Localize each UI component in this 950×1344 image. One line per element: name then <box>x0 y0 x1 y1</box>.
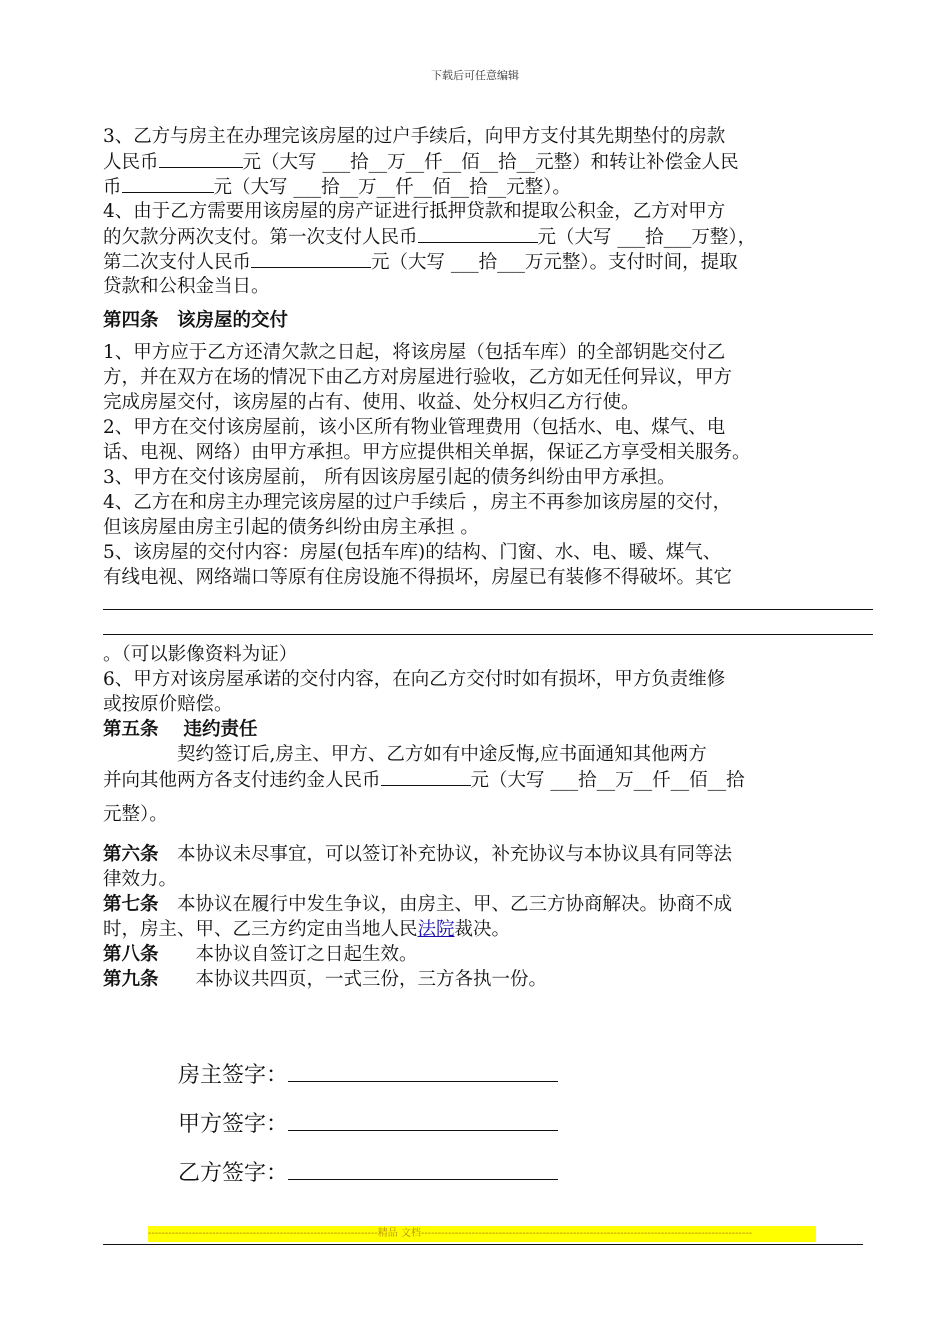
s7-line1: 第七条 本协议在履行中发生争议，由房主、甲、乙三方协商解决。协商不成 <box>103 894 733 915</box>
s3-p4-line4: 贷款和公积金当日。 <box>103 276 270 297</box>
s4-after-line: 或按原价赔偿。 <box>103 694 233 715</box>
blank-field[interactable] <box>418 224 538 243</box>
blank-field[interactable] <box>122 174 214 193</box>
s4-line: 完成房屋交付，该房屋的占有、使用、收益、处分权归乙方行使。 <box>103 392 640 413</box>
s7-label: 第七条 <box>103 894 159 915</box>
signature-owner: 房主签字： <box>178 1058 558 1089</box>
signature-line[interactable] <box>288 1157 558 1180</box>
s3-p3-line1: 3、乙方与房主在办理完该房屋的过户手续后，向甲方支付其先期垫付的房款 <box>103 126 726 147</box>
footer-banner: --------------------------------------------------------------------精品 文档-------------------------------------------------------------------------------------------------- <box>148 1226 816 1242</box>
s5-line3: 元整）。 <box>103 804 168 825</box>
s4-line: 5、该房屋的交付内容：房屋(包括车库)的结构、门窗、水、电、暖、煤气、 <box>103 542 722 563</box>
s4-line: 方，并在双方在场的情况下由乙方对房屋进行验收，乙方如无任何异议，甲方 <box>103 367 733 388</box>
s3-p3-line2: 人民币 元（大写 ___拾__万__仟__佰__拾__元整）和转让补偿金人民 <box>103 149 873 174</box>
signature-party-a: 甲方签字： <box>178 1107 558 1138</box>
blank-field[interactable] <box>251 249 371 268</box>
s3-p4-line3: 第二次支付人民币 元（大写 ___拾___万元整）。支付时间，提取 <box>103 249 873 274</box>
s4-line: 1、甲方应于乙方还清欠款之日起，将该房屋（包括车库）的全部钥匙交付乙 <box>103 342 726 363</box>
section-4-title: 第四条 该房屋的交付 <box>103 310 289 331</box>
footer-rule <box>103 1244 863 1245</box>
s6-line1: 第六条 本协议未尽事宜，可以签订补充协议，补充协议与本协议具有同等法 <box>103 844 733 865</box>
blank-field[interactable] <box>159 149 243 168</box>
s8-line: 第八条 本协议自签订之日起生效。 <box>103 944 418 965</box>
s7-line2: 时，房主、甲、乙三方约定由当地人民法院裁决。 <box>103 919 511 940</box>
s6-label: 第六条 <box>103 844 159 865</box>
signature-party-b: 乙方签字： <box>178 1156 558 1187</box>
section-5-title: 第五条 违约责任 <box>103 719 258 740</box>
blank-field[interactable] <box>381 767 471 786</box>
s4-line: 有线电视、网络端口等原有住房设施不得损坏，房屋已有装修不得破坏。其它 <box>103 567 733 588</box>
s4-after-line: 。（可以影像资料为证） <box>103 644 298 665</box>
document-body <box>103 124 873 992</box>
s6-line2: 律效力。 <box>103 869 178 890</box>
signature-line[interactable] <box>288 1108 558 1131</box>
court-link[interactable]: 法院 <box>417 919 455 940</box>
s9-line: 第九条 本协议共四页，一式三份，三方各执一份。 <box>103 969 548 990</box>
s4-line: 3、甲方在交付该房屋前， 所有因该房屋引起的债务纠纷由甲方承担。 <box>103 467 676 488</box>
s3-p4-line2: 的欠款分两次支付。第一次支付人民币 元（大写 ___拾___万整）， <box>103 224 873 249</box>
s4-line: 2、甲方在交付该房屋前，该小区所有物业管理费用（包括水、电、煤气、电 <box>103 417 726 438</box>
s4-after-line: 6、甲方对该房屋承诺的交付内容，在向乙方交付时如有损坏，甲方负责维修 <box>103 669 726 690</box>
s4-line: 4、乙方在和房主办理完该房屋的过户手续后 ，房主不再参加该房屋的交付， <box>103 492 732 513</box>
s4-line: 话、电视、网络）由甲方承担。甲方应提供相关单据，保证乙方享受相关服务。 <box>103 442 751 463</box>
header-note: 下载后可任意编辑 <box>431 69 519 82</box>
signature-line[interactable] <box>288 1059 558 1082</box>
s9-label: 第九条 <box>103 969 159 990</box>
s3-p3-line3: 币 元（大写 ___拾__万__仟__佰__拾__元整）。 <box>103 174 873 199</box>
s5-line2: 并向其他两方各支付违约金人民币 元（大写 ___拾__万__仟__佰__拾 <box>103 767 873 792</box>
s8-label: 第八条 <box>103 944 159 965</box>
s3-p4-line1: 4、由于乙方需要用该房屋的房产证进行抵押贷款和提取公积金，乙方对甲方 <box>103 201 726 222</box>
s5-line1: 契约签订后,房主、甲方、乙方如有中途反悔,应书面通知其他两方 <box>103 744 707 765</box>
s4-line: 但该房屋由房主引起的债务纠纷由房主承担 。 <box>103 517 479 538</box>
